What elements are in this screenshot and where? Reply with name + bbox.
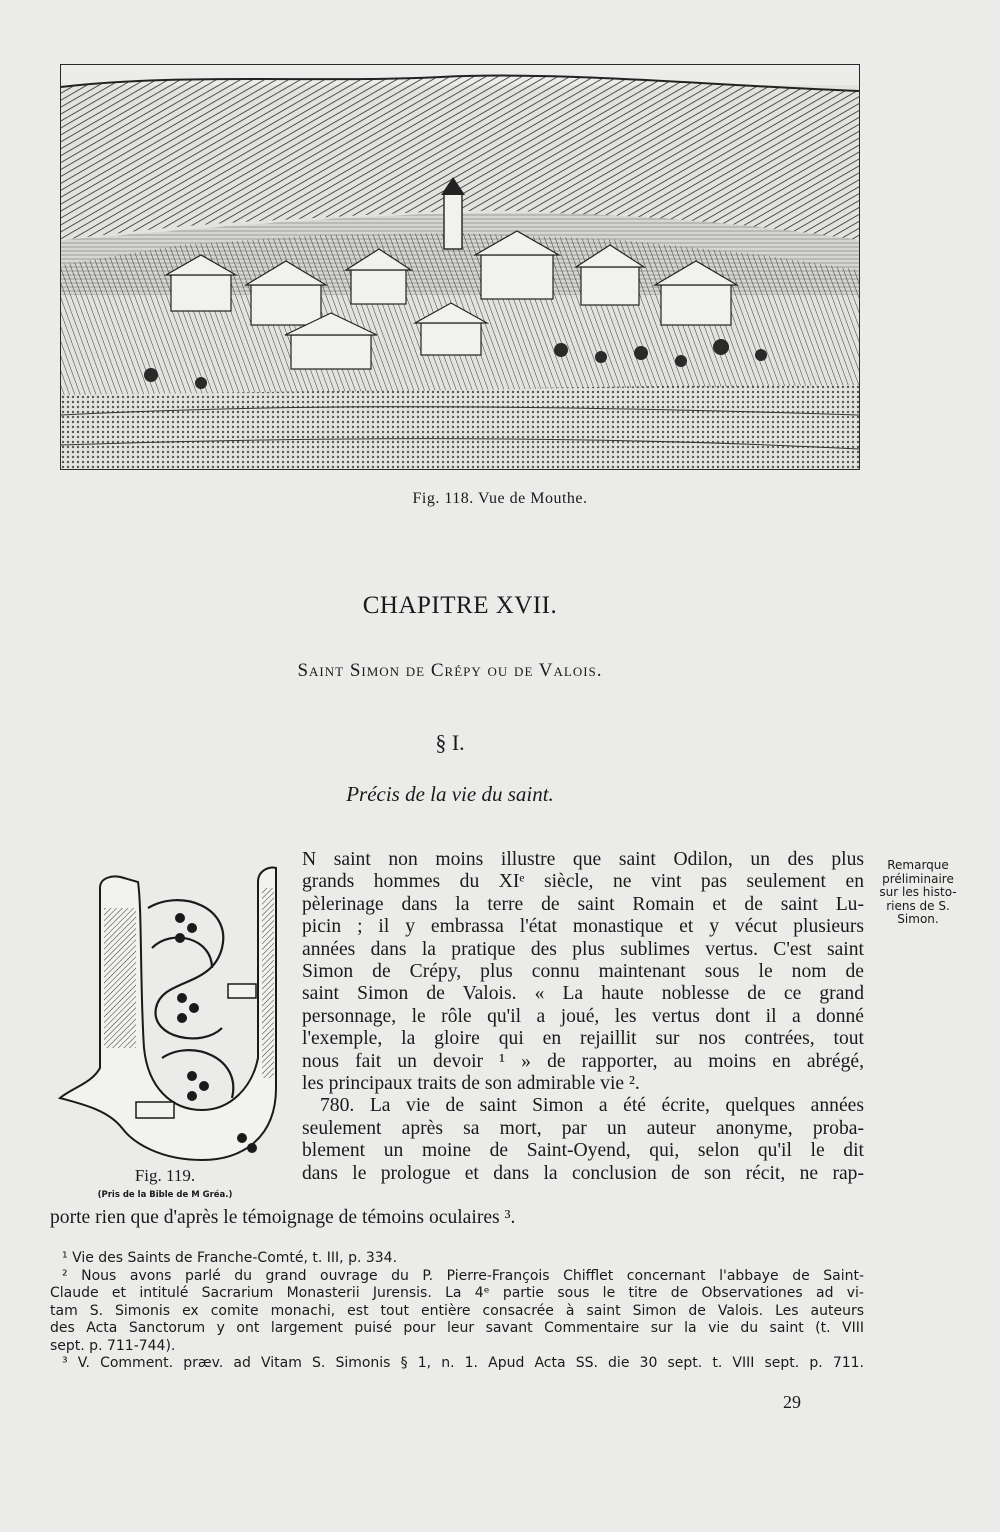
footnote-3: [50, 1355, 864, 1373]
body-line: seulement après sa mort, par un auteur anonyme, proba-: [302, 1117, 864, 1139]
margin-note-line: préliminaire: [882, 871, 954, 886]
body-line: pèlerinage dans la terre de saint Romain et de saint Lu-: [302, 893, 864, 915]
body-line: porte rien que d'après le témoignage de témoins oculaires ³.: [50, 1207, 516, 1228]
body-line: dans le prologue et dans la conclusion de son récit, ne rap-: [302, 1162, 864, 1184]
body-line: Simon de Crépy, plus connu maintenant sous le nom de: [302, 961, 864, 983]
footnote-line: Claude et intitulé Sacrarium Monasterii Jurensis. La 4ᵉ partie sous le titre de Observationes ad vi-: [50, 1285, 864, 1301]
footnote-line: ² Nous avons parlé du grand ouvrage du P. Pierre-François Chifflet concernant l'abbaye de Saint-: [62, 1267, 864, 1284]
page-number: 29: [783, 1392, 801, 1412]
body-line: blement un moine de Saint-Oyend, qui, selon qu'il le dit: [302, 1140, 864, 1162]
body-paragraph-full: [50, 1207, 864, 1229]
margin-note-line: Simon.: [897, 912, 939, 927]
footnotes: [50, 1250, 864, 1373]
section-number: § I.: [435, 730, 465, 755]
body-line: personnage, le rôle qu'il a joué, les vertus dont il a donné: [302, 1005, 864, 1027]
body-line: grands hommes du XIᵉ siècle, ne vint pas seulement en: [302, 871, 864, 893]
footnote-line: des Acta Sanctorum y ont largement puisé pour leur savant Commentaire sur la vie du saint (t. VIII: [50, 1320, 864, 1336]
chapter-title: CHAPITRE XVII.: [362, 592, 558, 619]
initial-figure-caption: [50, 1166, 280, 1200]
body-line: années dans la pratique des plus sublimes vertus. C'est saint: [302, 938, 864, 960]
body-line: l'exemple, la gloire qui en rejaillit sur nos contrées, tout: [302, 1028, 864, 1050]
margin-note-line: sur les histo-: [879, 885, 957, 900]
body-line: les principaux traits de son admirable vie ².: [302, 1073, 640, 1095]
body-line: nous fait un devoir ¹ » de rapporter, au moins en abrégé,: [302, 1050, 864, 1072]
decorated-initial-letter-image: [52, 848, 280, 1164]
section-title: Précis de la vie du saint.: [346, 782, 554, 806]
footnote-line: tam S. Simonis ex comite monachi, est tout entière consacrée à saint Simon de Valois. Les auteurs: [50, 1302, 864, 1319]
footnote-1: [50, 1250, 864, 1268]
village-engraving-image: [60, 64, 860, 470]
footnote-line: ³ V. Comment. præv. ad Vitam S. Simonis § 1, n. 1. Apud Acta SS. die 30 sept. t. VIII sept. p. 711.: [62, 1355, 864, 1371]
body-line: N saint non moins illustre que saint Odilon, un des plus: [302, 849, 864, 870]
footnote-line: ¹ Vie des Saints de Franche-Comté, t. III, p. 334.: [62, 1250, 398, 1266]
margin-note: [870, 859, 966, 927]
chapter-subtitle: Saint Simon de Crépy ou de Valois.: [297, 660, 603, 681]
body-line: saint Simon de Valois. « La haute noblesse de ce grand: [302, 983, 864, 1005]
margin-note-line: riens de S.: [886, 898, 950, 913]
body-line: picin ; il y embrassa l'état monastique et y vécut plusieurs: [302, 916, 864, 938]
body-line: 780. La vie de saint Simon a été écrite, quelques années: [320, 1095, 864, 1117]
footnote-2: [50, 1268, 864, 1356]
footnote-line: sept. p. 711-744).: [50, 1337, 176, 1354]
figure-credit: (Pris de la Bible de M Gréa.): [97, 1190, 233, 1200]
figure-number: Fig. 119.: [134, 1166, 196, 1185]
figure-caption: Fig. 118. Vue de Mouthe.: [412, 490, 588, 507]
margin-note-line: Remarque: [887, 858, 949, 872]
body-paragraph-narrow: [302, 849, 864, 1185]
